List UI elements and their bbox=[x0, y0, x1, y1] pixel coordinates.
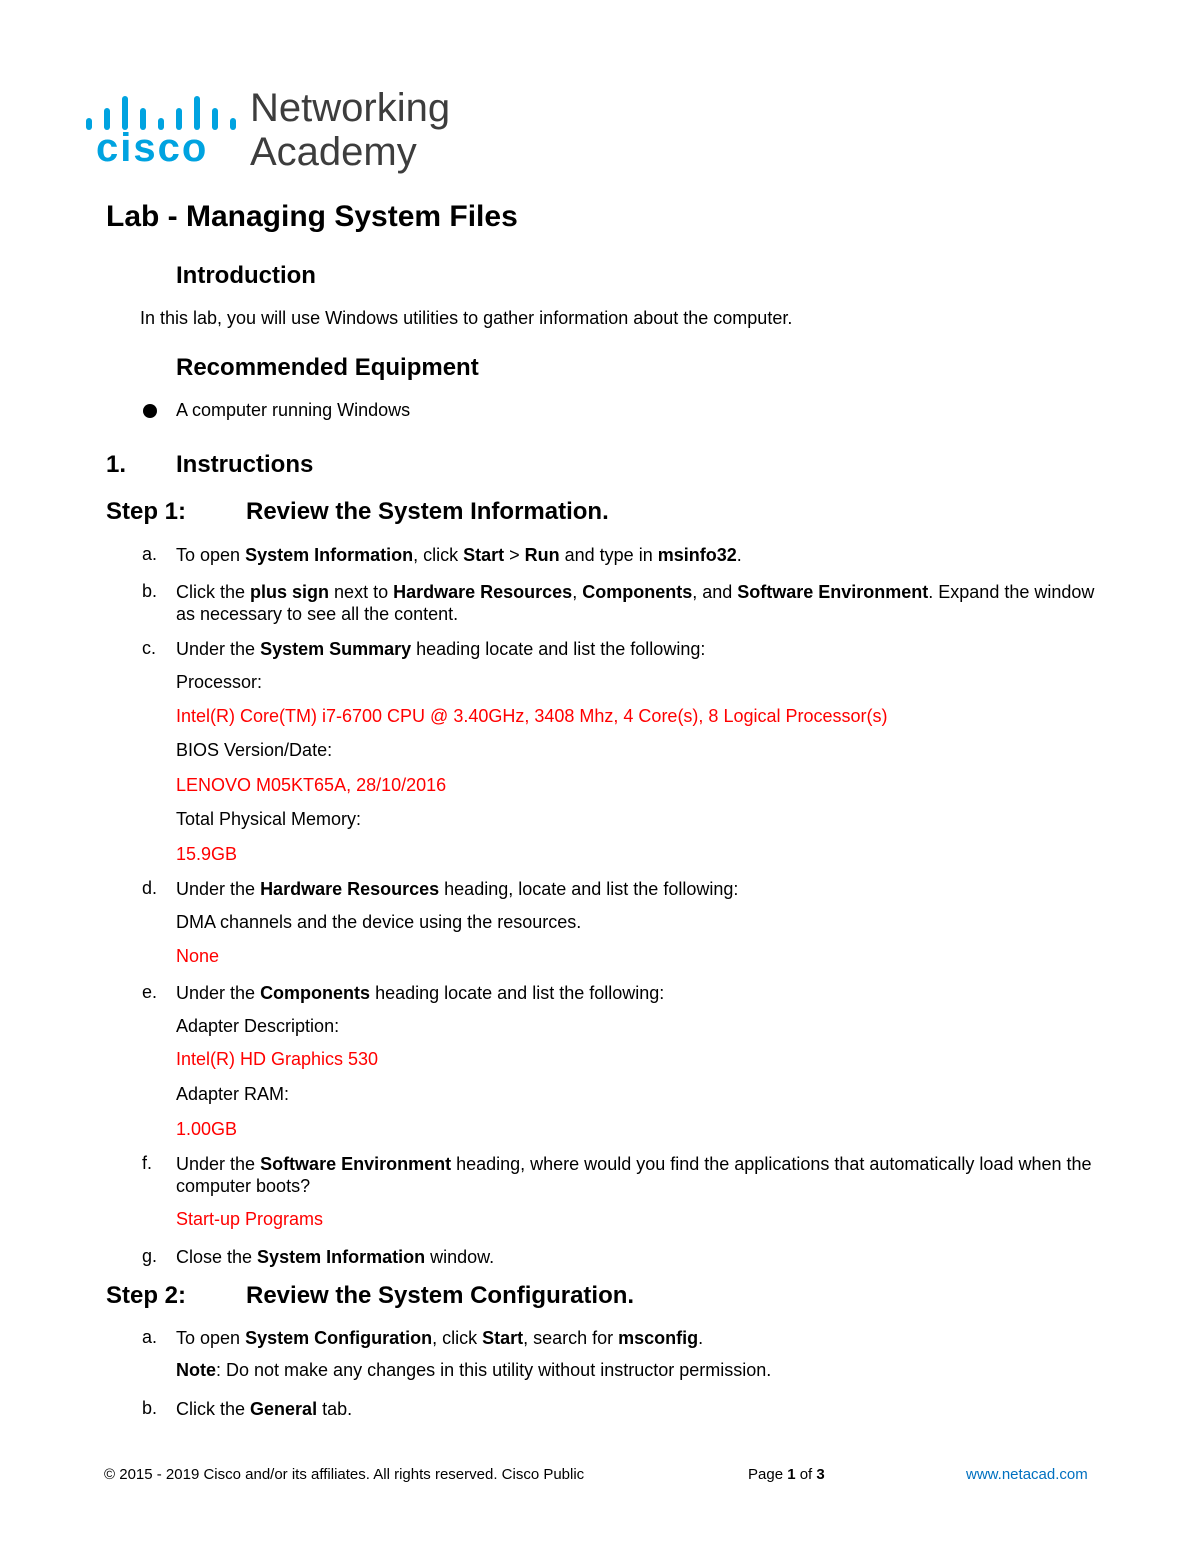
step1-g-text: Close the System Information window. bbox=[176, 1247, 495, 1267]
step2-b-text: Click the General tab. bbox=[176, 1399, 353, 1419]
equipment-heading: Recommended Equipment bbox=[176, 354, 479, 381]
step2-b-label: b. bbox=[142, 1398, 158, 1418]
memory-answer: 15.9GB bbox=[176, 844, 238, 864]
startup-answer: Start-up Programs bbox=[176, 1209, 324, 1229]
step1-f-label: f. bbox=[142, 1153, 153, 1173]
instructions-number: 1. bbox=[106, 451, 127, 478]
step2-heading: Review the System Configuration. bbox=[246, 1282, 635, 1309]
introduction-text: In this lab, you will use Windows utilities to gather information about the computer. bbox=[140, 308, 793, 328]
introduction-heading: Introduction bbox=[176, 262, 316, 289]
bios-label: BIOS Version/Date: bbox=[176, 740, 333, 760]
step1-c-text: Under the System Summary heading locate and list the following: bbox=[176, 639, 706, 659]
step1-label: Step 1: bbox=[106, 498, 187, 525]
step2-label: Step 2: bbox=[106, 1282, 187, 1309]
step2-a-label: a. bbox=[142, 1327, 158, 1347]
equipment-item: A computer running Windows bbox=[176, 400, 411, 420]
cisco-wordmark: cisco bbox=[96, 126, 209, 170]
step1-g-label: g. bbox=[142, 1246, 158, 1266]
dma-answer: None bbox=[176, 946, 220, 966]
footer-netacad-link[interactable]: www.netacad.com bbox=[966, 1466, 1088, 1483]
page-title: Lab - Managing System Files bbox=[106, 200, 518, 233]
step1-b-text: Click the plus sign next to Hardware Resources, Components, and Software Environment. Expand the window as necessary to see all the content. bbox=[176, 582, 1095, 624]
step2-a-text: To open System Configuration, click Start, search for msconfig. bbox=[176, 1328, 704, 1348]
cisco-bars-icon bbox=[84, 90, 234, 130]
step1-c-label: c. bbox=[142, 638, 157, 658]
step1-b-label: b. bbox=[142, 581, 158, 601]
adapter-label: Adapter Description: bbox=[176, 1016, 340, 1036]
adapter-ram-answer: 1.00GB bbox=[176, 1119, 238, 1139]
step1-d-label: d. bbox=[142, 878, 158, 898]
step1-a-text: To open System Information, click Start > Run and type in msinfo32. bbox=[176, 545, 742, 565]
footer-copyright: © 2015 - 2019 Cisco and/or its affiliates. All rights reserved. Cisco Public bbox=[104, 1466, 585, 1483]
memory-label: Total Physical Memory: bbox=[176, 809, 362, 829]
processor-answer: Intel(R) Core(TM) i7-6700 CPU @ 3.40GHz, 3408 Mhz, 4 Core(s), 8 Logical Processor(s) bbox=[176, 706, 888, 726]
cisco-networking-academy-logo bbox=[84, 84, 484, 184]
step1-e-text: Under the Components heading locate and list the following: bbox=[176, 983, 665, 1003]
step2-note: Note: Do not make any changes in this utility without instructor permission. bbox=[176, 1360, 772, 1380]
instructions-heading: Instructions bbox=[176, 451, 314, 478]
adapter-answer: Intel(R) HD Graphics 530 bbox=[176, 1049, 379, 1069]
footer-page-number: Page 1 of 3 bbox=[748, 1466, 825, 1483]
step1-heading: Review the System Information. bbox=[246, 498, 609, 525]
logo-networking-text: Networking bbox=[250, 86, 451, 130]
processor-label: Processor: bbox=[176, 672, 263, 692]
step1-f-text: Under the Software Environment heading, where would you find the applications that automatically load when the computer boots? bbox=[176, 1154, 1092, 1196]
bios-answer: LENOVO M05KT65A, 28/10/2016 bbox=[176, 775, 447, 795]
copyright-icon: © bbox=[104, 1466, 116, 1483]
step1-a-label: a. bbox=[142, 544, 158, 564]
dma-label: DMA channels and the device using the resources. bbox=[176, 912, 582, 932]
step1-d-text: Under the Hardware Resources heading, locate and list the following: bbox=[176, 879, 739, 899]
bullet-icon bbox=[143, 404, 157, 418]
step1-e-label: e. bbox=[142, 982, 158, 1002]
logo-academy-text: Academy bbox=[250, 130, 417, 174]
adapter-ram-label: Adapter RAM: bbox=[176, 1084, 290, 1104]
